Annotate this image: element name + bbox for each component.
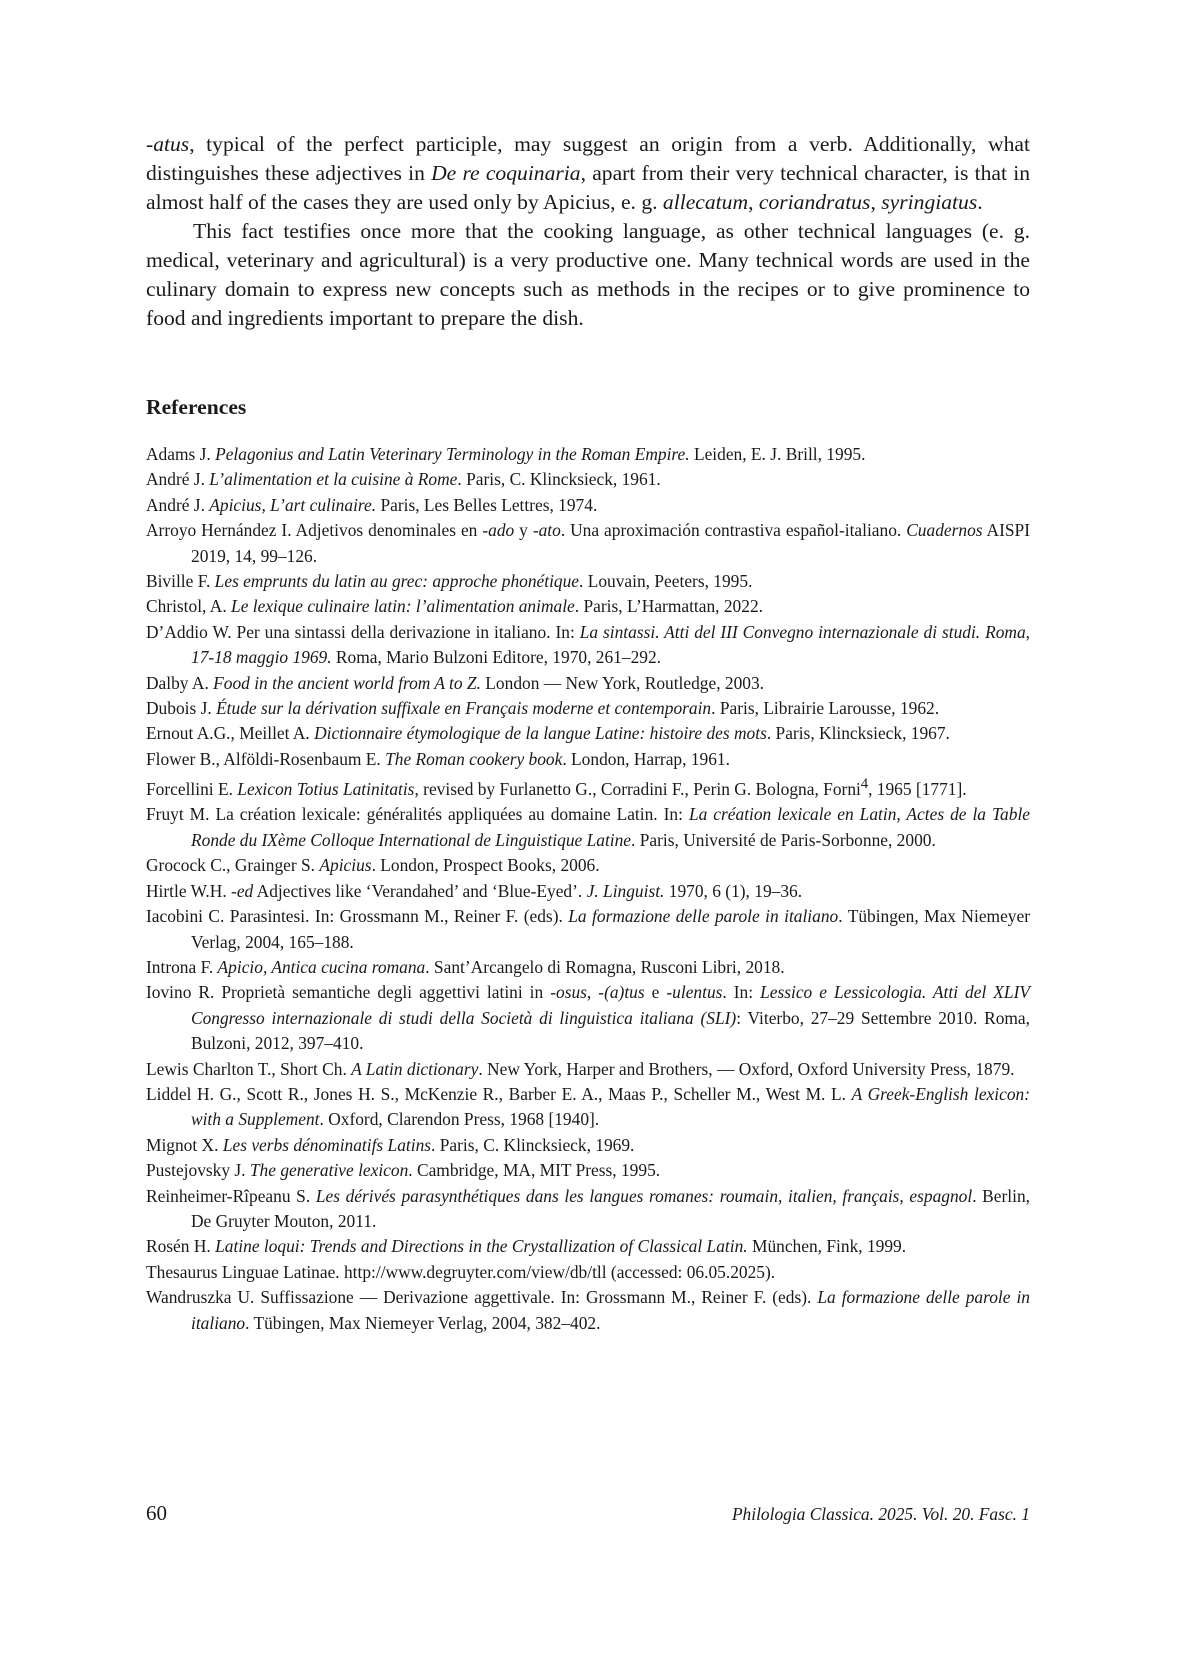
text-run: Arroyo Hernández I. Adjetivos denominales en [146,520,483,541]
paragraph-2: This fact testifies once more that the cooking language, as other technical languages (e. g. medical, veterinary and agricultural) is a very productive one. Many technical words are used in the culinary domain to express new concepts such as methods in the recipes or to give prominence to food and ingredients important to prepare the dish. [146,219,1030,330]
italic-text: syringiatus [881,190,978,214]
text-run: Dalby A. [146,672,214,693]
text-run: Introna F. [146,956,218,977]
italic-text: J. Linguist. [586,880,665,901]
text-run: Grocock C., Grainger S. [146,855,320,876]
text-run: , [870,190,882,214]
text-run: Adams J. [146,444,216,464]
text-run: Mignot X. [146,1134,223,1155]
reference-entry [146,1285,1030,1336]
reference-entry [146,442,1030,467]
text-run: . New York, Harper and Brothers, — Oxford, Oxford University Press, 1879. [478,1058,1015,1079]
text-run: , typical of the perfect participle, may suggest an origin from a verb. Additionally, what distinguishes these adjectives in [146,132,1030,185]
italic-text: Le lexique culinaire latin: l’alimentation animale [231,596,575,617]
text-run: Rosén H. [146,1236,216,1257]
italic-text: Food in the ancient world from A to Z. [213,672,481,693]
text-run: André J. [146,469,210,490]
text-run: Forcellini E. [146,779,238,800]
italic-text: Pelagonius and Latin Veterinary Terminology in the Roman Empire. [215,444,690,464]
text-run: Reinheimer-Rîpeanu S. [146,1185,316,1206]
italic-text: The Roman cookery book [385,748,563,769]
text-run: Paris, Les Belles Lettres, 1974. [376,494,598,515]
reference-entry [146,493,1030,518]
superscript: 4 [860,776,869,793]
text-run: München, Fink, 1999. [747,1236,907,1257]
reference-entry [146,671,1030,696]
italic-text: A Greek-English lexicon: with a Supplement [191,1083,1030,1130]
text-run: . Cambridge, MA, MIT Press, 1995. [408,1160,661,1181]
text-run: . Louvain, Peeters, 1995. [579,571,753,592]
text-run: . Sant’Arcangelo di Romagna, Rusconi Libri, 2018. [425,956,785,977]
reference-entry [146,518,1030,569]
text-run: . Paris, C. Klincksieck, 1969. [431,1134,635,1155]
italic-text: La création lexicale en Latin, Actes de la Table Ronde du IXème Colloque International de Linguistique Latine [191,804,1030,850]
italic-text: Les verbs dénominatifs Latins [222,1134,432,1155]
text-run: Pustejovsky J. [146,1160,250,1181]
reference-entry [146,904,1030,955]
text-run: 1970, 6 (1), 19–36. [664,880,803,901]
italic-text: -(a)tus [598,982,645,1003]
italic-text: La formazione delle parole in italiano [191,1287,1030,1333]
text-run: Fruyt M. La création lexicale: généralités appliquées au domaine Latin. In: [146,804,689,825]
text-run: , 1965 [1771]. [868,779,967,800]
reference-entry [146,955,1030,980]
italic-text: -ado [482,520,515,541]
italic-text: Cuadernos [906,520,983,541]
reference-entry [146,620,1030,671]
text-run: . [977,190,983,214]
text-run: . In: [722,982,761,1003]
text-run: Hirtle W.H. [146,880,232,901]
paragraph-1 [146,130,1030,217]
reference-entry [146,747,1030,772]
text-run: Leiden, E. J. Brill, 1995. [689,444,866,464]
italic-text: Lessico e Lessicologia. Atti del XLIV Congresso internazionale di studi della Società di linguistica italiana (SLI) [191,982,1030,1028]
references-list [146,442,1030,1336]
italic-text: L’alimentation et la cuisine à Rome [209,469,458,490]
italic-text: Les dérivés parasynthétiques dans les langues romanes: roumain, italien, français, espagnol [315,1185,973,1206]
italic-text: Les emprunts du latin au grec: approche phonétique [214,571,580,592]
italic-text: coriandratus [758,190,871,214]
reference-entry [146,853,1030,878]
text-run: , [748,190,759,214]
reference-entry [146,879,1030,904]
page-footer [146,1501,1030,1526]
text-run: . Paris, Librairie Larousse, 1962. [711,698,940,719]
references-heading: References [146,395,247,419]
body-text [146,130,1030,333]
italic-text: De re coquinaria [431,161,581,185]
reference-entry [146,1057,1030,1082]
italic-text: Apicio, Antica cucina romana [217,956,426,977]
text-run: . Berlin, De Gruyter Mouton, 2011. [191,1185,1030,1231]
reference-entry [146,721,1030,746]
text-run: Wandruszka U. Suffissazione — Derivazione aggettivale. In: Grossmann M., Reiner F. (eds). [146,1287,818,1308]
text-run: Ernout A.G., Meillet A. [146,723,315,744]
text-run: , apart from their very technical character, is that in almost half of the cases they are used only by Apicius, e. g. [146,161,1030,214]
reference-entry [146,467,1030,492]
italic-text: Latine loqui: Trends and Directions in the Crystallization of Classical Latin. [215,1236,748,1257]
reference-entry [146,696,1030,721]
text-run: Iovino R. Proprietà semantiche degli aggettivi latini in [146,982,551,1003]
reference-entry [146,594,1030,619]
text-run: Liddel H. G., Scott R., Jones H. S., McKenzie R., Barber E. A., Maas P., Scheller M., West M. L. [146,1083,852,1104]
text-run: Iacobini C. Parasintesi. In: Grossmann M., Reiner F. (eds). [146,906,569,927]
reference-entry [146,1082,1030,1133]
text-run: . Paris, C. Klincksieck, 1961. [457,469,661,490]
italic-text: -osus [550,982,587,1003]
italic-text: -atus [146,132,190,156]
reference-entry [146,1234,1030,1259]
journal-citation: Philologia Classica. 2025. Vol. 20. Fasc. 1 [731,1504,1030,1524]
text-run: . Paris, Klincksieck, 1967. [766,723,950,744]
text-run: Flower B., Alföldi-Rosenbaum E. [146,748,386,769]
text-run: : Viterbo, 27–29 Settembre 2010. Roma, Bulzoni, 2012, 397–410. [191,1007,1031,1054]
text-run: Roma, Mario Bulzoni Editore, 1970, 261–292. [331,647,661,668]
text-run: , revised by Furlanetto G., Corradini F., Perin G. Bologna, Forni [414,779,861,800]
italic-text: -ulentus [666,982,723,1003]
text-run: Adjectives like ‘Verandahed’ and ‘Blue-Eyed’. [253,880,587,901]
italic-text: Apicius, L’art culinaire. [209,494,377,515]
text-run: . Paris, Université de Paris-Sorbonne, 2000. [631,829,936,850]
text-run: London — New York, Routledge, 2003. [480,672,765,693]
reference-entry [146,1184,1030,1235]
italic-text: Lexicon Totius Latinitatis [237,779,415,800]
italic-text: allecatum [662,190,749,214]
reference-entry [146,1260,1030,1285]
page-number: 60 [146,1501,167,1525]
reference-entry [146,569,1030,594]
text-run: . Tübingen, Max Niemeyer Verlag, 2004, 382–402. [245,1312,601,1333]
reference-entry [146,980,1030,1056]
italic-text: -ed [231,880,254,901]
reference-entry [146,802,1030,853]
text-run: . London, Prospect Books, 2006. [371,855,600,876]
text-run: Christol, A. [146,596,232,617]
italic-text: Étude sur la dérivation suffixale en Français moderne et contemporain [216,698,712,719]
text-run: . Tübingen, Max Niemeyer Verlag, 2004, 165–188. [191,906,1030,952]
text-run: Biville F. [146,571,215,592]
text-run: Lewis Charlton T., Short Ch. [146,1058,352,1079]
reference-entry [146,1158,1030,1183]
text-run: D’Addio W. Per una sintassi della derivazione in italiano. In: [146,621,580,642]
text-run: . Una aproximación contrastiva español-italiano. [560,520,907,541]
text-run: AISPI 2019, 14, 99–126. [191,520,1031,566]
text-run: André J. [146,494,210,515]
text-run: Thesaurus Linguae Latinae. http://www.degruyter.com/view/db/tll (accessed: 06.05.2025). [146,1261,776,1282]
italic-text: La formazione delle parole in italiano [568,906,839,927]
italic-text: -ato [532,520,561,541]
text-run: Dubois J. [146,698,217,719]
italic-text: A Latin dictionary [351,1058,479,1079]
reference-entry [146,772,1030,802]
italic-text: Apicius [319,855,372,876]
italic-text: Dictionnaire étymologique de la langue Latine: histoire des mots [314,723,767,744]
text-run: . Paris, L’Harmattan, 2022. [574,596,763,617]
italic-text: La sintassi. Atti del III Convegno internazionale di studi. Roma, 17-18 maggio 1969. [191,621,1030,668]
text-run: e [644,982,667,1003]
text-run: , [586,982,599,1003]
text-run: y [514,520,533,541]
text-run: . London, Harrap, 1961. [562,748,730,769]
text-run: . Oxford, Clarendon Press, 1968 [1940]. [319,1109,600,1130]
reference-entry [146,1133,1030,1158]
italic-text: The generative lexicon [249,1160,409,1181]
